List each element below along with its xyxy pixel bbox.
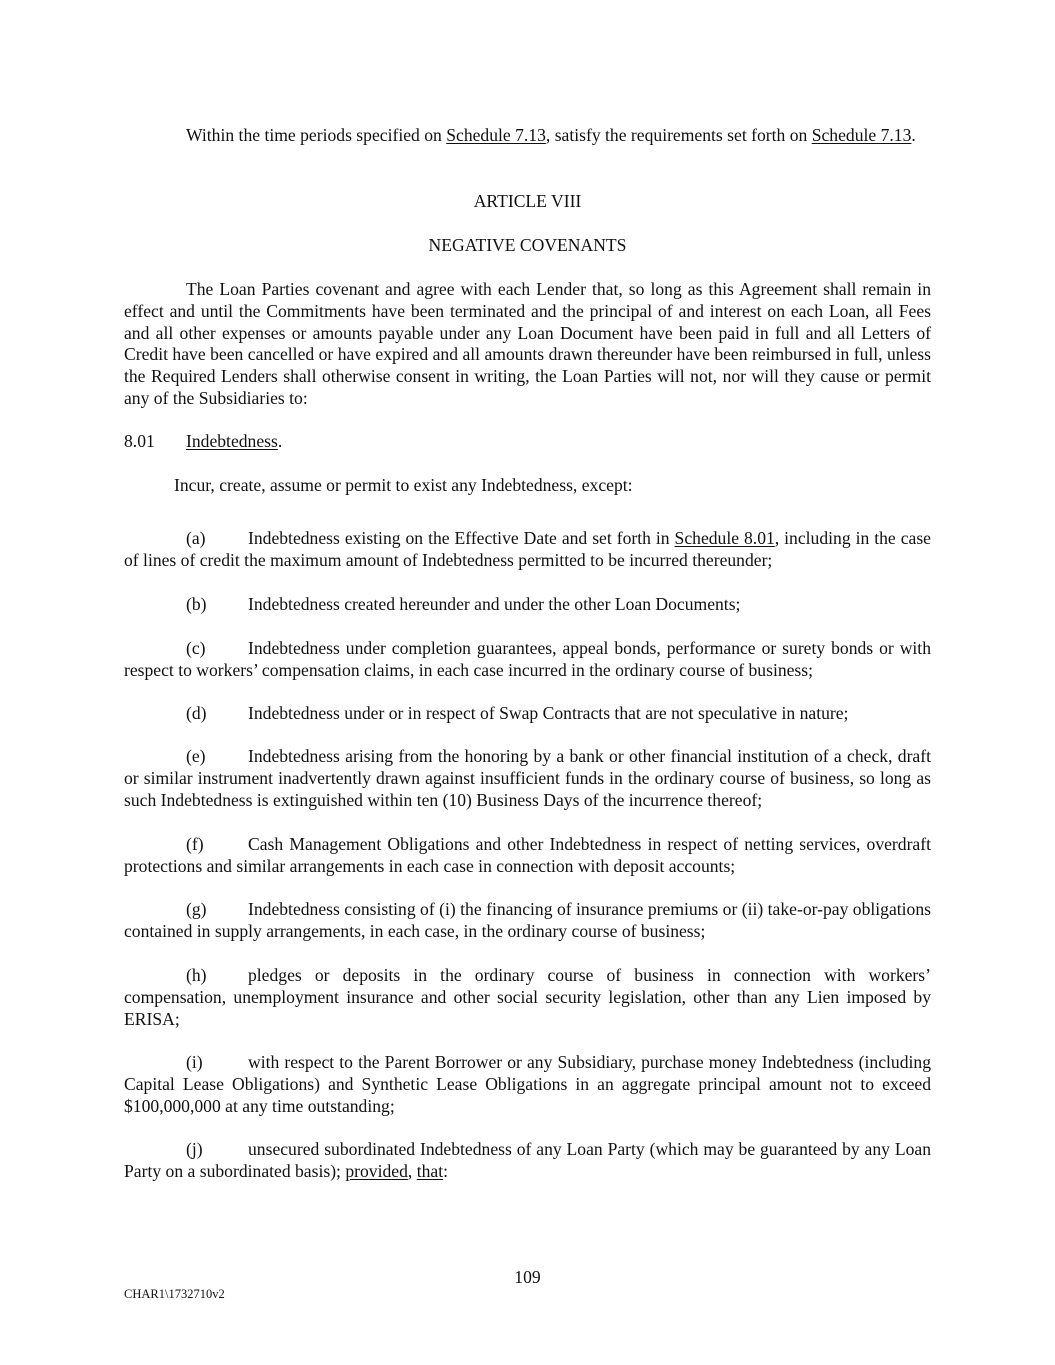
- item-h: [124, 965, 931, 1030]
- document-id: CHAR1\1732710v2: [124, 1287, 225, 1301]
- item-j-label: (j): [186, 1139, 203, 1159]
- preamble-paragraph: [124, 279, 931, 410]
- item-f: [124, 834, 931, 878]
- item-d-text: Indebtedness under or in respect of Swap Contracts that are not speculative in nature;: [248, 703, 849, 723]
- schedule-8-01-ref: Schedule 8.01: [674, 528, 775, 548]
- item-e-text: Indebtedness arising from the honoring by a bank or other financial institution of a check, draft or similar instrument inadvertently drawn against insufficient funds in the ordinary course of business, so long as such Indebtedness is extinguished within ten (10) Business Days of the incurrence thereof;: [124, 746, 931, 810]
- intro-text-2: , satisfy the requirements set forth on: [545, 125, 812, 145]
- item-i: [124, 1052, 931, 1117]
- item-g: [124, 899, 931, 943]
- item-a-text-2: , including in the case of lines of credit the maximum amount of Indebtedness permitted to be incurred thereunder;: [124, 528, 931, 570]
- section-number: 8.01: [124, 431, 155, 451]
- item-a-label: (a): [186, 528, 206, 548]
- that-term: that: [416, 1160, 444, 1181]
- item-j-end: :: [443, 1160, 448, 1181]
- section-title-end: .: [277, 431, 283, 451]
- item-h-text: pledges or deposits in the ordinary course of business in connection with workers’ compensation, unemployment insurance and other social security legislation, other than any Lien imposed by ERISA;: [124, 965, 931, 1029]
- article-number: ARTICLE VIII: [473, 191, 582, 211]
- section-lead: Incur, create, assume or permit to exist any Indebtedness, except:: [174, 475, 633, 495]
- item-e: [124, 746, 931, 811]
- item-c: [124, 638, 931, 682]
- page-number: 109: [514, 1267, 541, 1287]
- item-c-text: Indebtedness under completion guarantees, appeal bonds, performance or surety bonds or with respect to workers’ compensation claims, in each case incurred in the ordinary course of business;: [124, 638, 931, 680]
- intro-end: .: [911, 125, 916, 145]
- item-h-label: (h): [186, 965, 207, 985]
- provided-term: provided: [345, 1160, 408, 1181]
- item-e-label: (e): [186, 746, 206, 766]
- intro-text: Within the time periods specified on: [186, 125, 447, 145]
- item-d: [124, 703, 931, 725]
- article-title: NEGATIVE COVENANTS: [428, 235, 627, 255]
- item-b: [124, 594, 931, 616]
- item-i-text: with respect to the Parent Borrower or any Subsidiary, purchase money Indebtedness (including Capital Lease Obligations) and Synthetic Lease Obligations in an aggregate principal amount not to exceed $100,000,000 at any time outstanding;: [124, 1052, 931, 1116]
- item-j: [124, 1139, 931, 1183]
- item-g-label: (g): [186, 899, 207, 919]
- item-d-label: (d): [186, 703, 207, 723]
- preamble-text: The Loan Parties covenant and agree with each Lender that, so long as this Agreement shall remain in effect and until the Commitments have been terminated and the principal of and interest on each Loan, all Fees and all other expenses or amounts payable under any Loan Document have been paid in full and all Letters of Credit have been cancelled or have expired and all amounts drawn thereunder have been reimbursed in full, unless the Required Lenders shall otherwise consent in writing, the Loan Parties will not, nor will they cause or permit any of the Subsidiaries to:: [124, 279, 931, 408]
- item-j-comma: ,: [407, 1160, 417, 1181]
- item-c-label: (c): [186, 638, 206, 658]
- schedule-7-13-ref: Schedule 7.13: [446, 125, 546, 145]
- item-a-text: Indebtedness existing on the Effective Date and set forth in: [248, 528, 675, 548]
- item-f-text: Cash Management Obligations and other Indebtedness in respect of netting services, overdraft protections and similar arrangements in each case in connection with deposit accounts;: [124, 834, 931, 876]
- section-title: Indebtedness: [186, 431, 278, 451]
- item-a: [124, 528, 931, 572]
- section-heading: [124, 431, 931, 453]
- intro-paragraph: [124, 125, 931, 147]
- item-g-text: Indebtedness consisting of (i) the financing of insurance premiums or (ii) take-or-pay obligations contained in supply arrangements, in each case, in the ordinary course of business;: [124, 899, 931, 941]
- schedule-7-13-ref-2: Schedule 7.13: [811, 125, 912, 145]
- item-b-label: (b): [186, 594, 207, 614]
- item-b-text: Indebtedness created hereunder and under the other Loan Documents;: [248, 594, 741, 614]
- item-f-label: (f): [186, 834, 204, 854]
- item-i-label: (i): [186, 1052, 203, 1072]
- item-j-text: unsecured subordinated Indebtedness of any Loan Party (which may be guaranteed by any Loan Party on a subordinated basis);: [124, 1139, 931, 1181]
